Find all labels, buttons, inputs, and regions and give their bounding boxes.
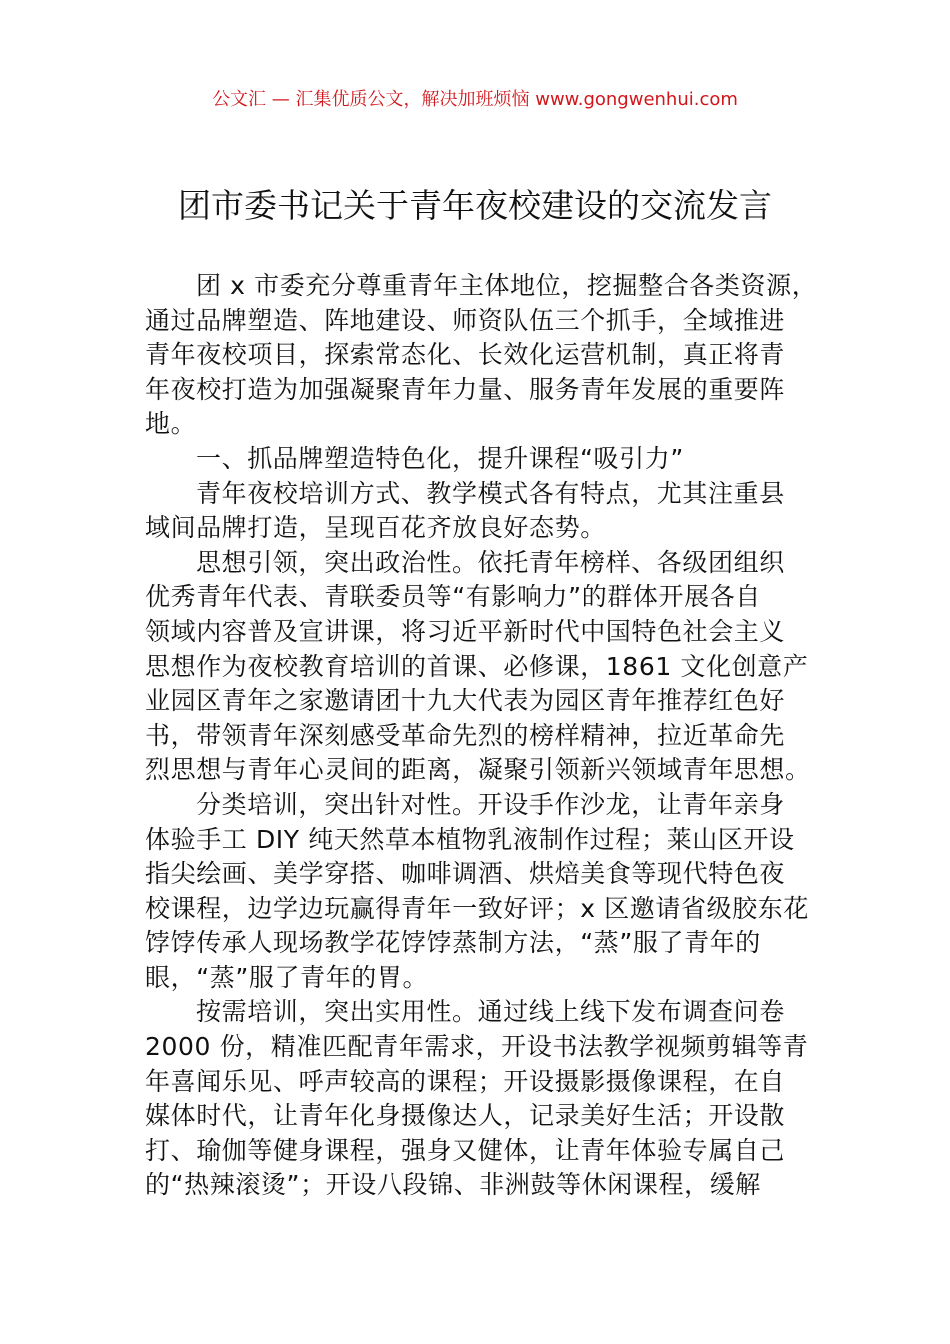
text-line: 的“热辣滚烫”；开设八段锦、非洲鼓等休闲课程，缓解 bbox=[145, 1170, 761, 1200]
document-body bbox=[145, 269, 845, 1203]
paragraph bbox=[145, 546, 845, 788]
paragraph bbox=[145, 788, 845, 996]
text-line: 指尖绘画、美学穿搭、咖啡调酒、烘焙美食等现代特色夜 bbox=[145, 859, 786, 889]
text-line: 团 x 市委充分尊重青年主体地位，挖掘整合各类资源， bbox=[196, 271, 818, 300]
text-line: 域间品牌打造，呈现百花齐放良好态势。 bbox=[145, 513, 606, 543]
text-line: 眼，“蒸”服了青年的胃。 bbox=[145, 962, 429, 992]
text-line: 分类培训，突出针对性。开设手作沙龙，让青年亲身 bbox=[196, 789, 785, 819]
text-line: 校课程，边学边玩赢得青年一致好评；x 区邀请省级胶东花 bbox=[145, 893, 809, 923]
text-line: 通过品牌塑造、阵地建设、师资队伍三个抓手，全域推进 bbox=[145, 305, 786, 335]
text-line: 青年夜校培训方式、教学模式各有特点，尤其注重县 bbox=[196, 478, 785, 508]
text-line: 优秀青年代表、青联委员等“有影响力”的群体开展各自 bbox=[145, 582, 761, 612]
text-line: 年喜闻乐见、呼声较高的课程；开设摄影摄像课程，在自 bbox=[145, 1066, 786, 1096]
text-line: 媒体时代，让青年化身摄像达人，记录美好生活；开设散 bbox=[145, 1101, 786, 1131]
text-line: 业园区青年之家邀请团十九大代表为园区青年推荐红色好 bbox=[145, 686, 786, 716]
text-line: 思想引领，突出政治性。依托青年榜样、各级团组织 bbox=[196, 547, 785, 577]
text-line: 青年夜校项目，探索常态化、长效化运营机制，真正将青 bbox=[145, 340, 786, 370]
text-line: 2000 份，精准匹配青年需求，开设书法教学视频剪辑等青 bbox=[145, 1032, 809, 1062]
section-heading bbox=[145, 442, 845, 477]
paragraph bbox=[145, 269, 845, 442]
text-line: 年夜校打造为加强凝聚青年力量、服务青年发展的重要阵 bbox=[145, 374, 786, 404]
paragraph bbox=[145, 995, 845, 1203]
paragraph bbox=[145, 477, 845, 546]
text-line: 地。 bbox=[145, 409, 197, 439]
text-line: 体验手工 DIY 纯天然草本植物乳液制作过程；莱山区开设 bbox=[145, 824, 795, 854]
text-line: 烈思想与青年心灵间的距离，凝聚引领新兴领域青年思想。 bbox=[145, 755, 811, 785]
text-line: 一、抓品牌塑造特色化，提升课程“吸引力” bbox=[196, 443, 684, 473]
text-line: 按需培训，突出实用性。通过线上线下发布调查问卷 bbox=[196, 997, 785, 1027]
watermark-header: 公文汇 — 汇集优质公文，解决加班烦恼 www.gongwenhui.com bbox=[212, 89, 738, 110]
text-line: 思想作为夜校教育培训的首课、必修课，1861 文化创意产 bbox=[145, 651, 809, 681]
text-line: 饽饽传承人现场教学花饽饽蒸制方法，“蒸”服了青年的 bbox=[145, 928, 761, 958]
text-line: 书，带领青年深刻感受革命先烈的榜样精神，拉近革命先 bbox=[145, 720, 786, 750]
document-title: 团市委书记关于青年夜校建设的交流发言 bbox=[178, 186, 772, 225]
text-line: 领域内容普及宣讲课，将习近平新时代中国特色社会主义 bbox=[145, 616, 786, 646]
text-line: 打、瑜伽等健身课程，强身又健体，让青年体验专属自己 bbox=[145, 1135, 786, 1165]
